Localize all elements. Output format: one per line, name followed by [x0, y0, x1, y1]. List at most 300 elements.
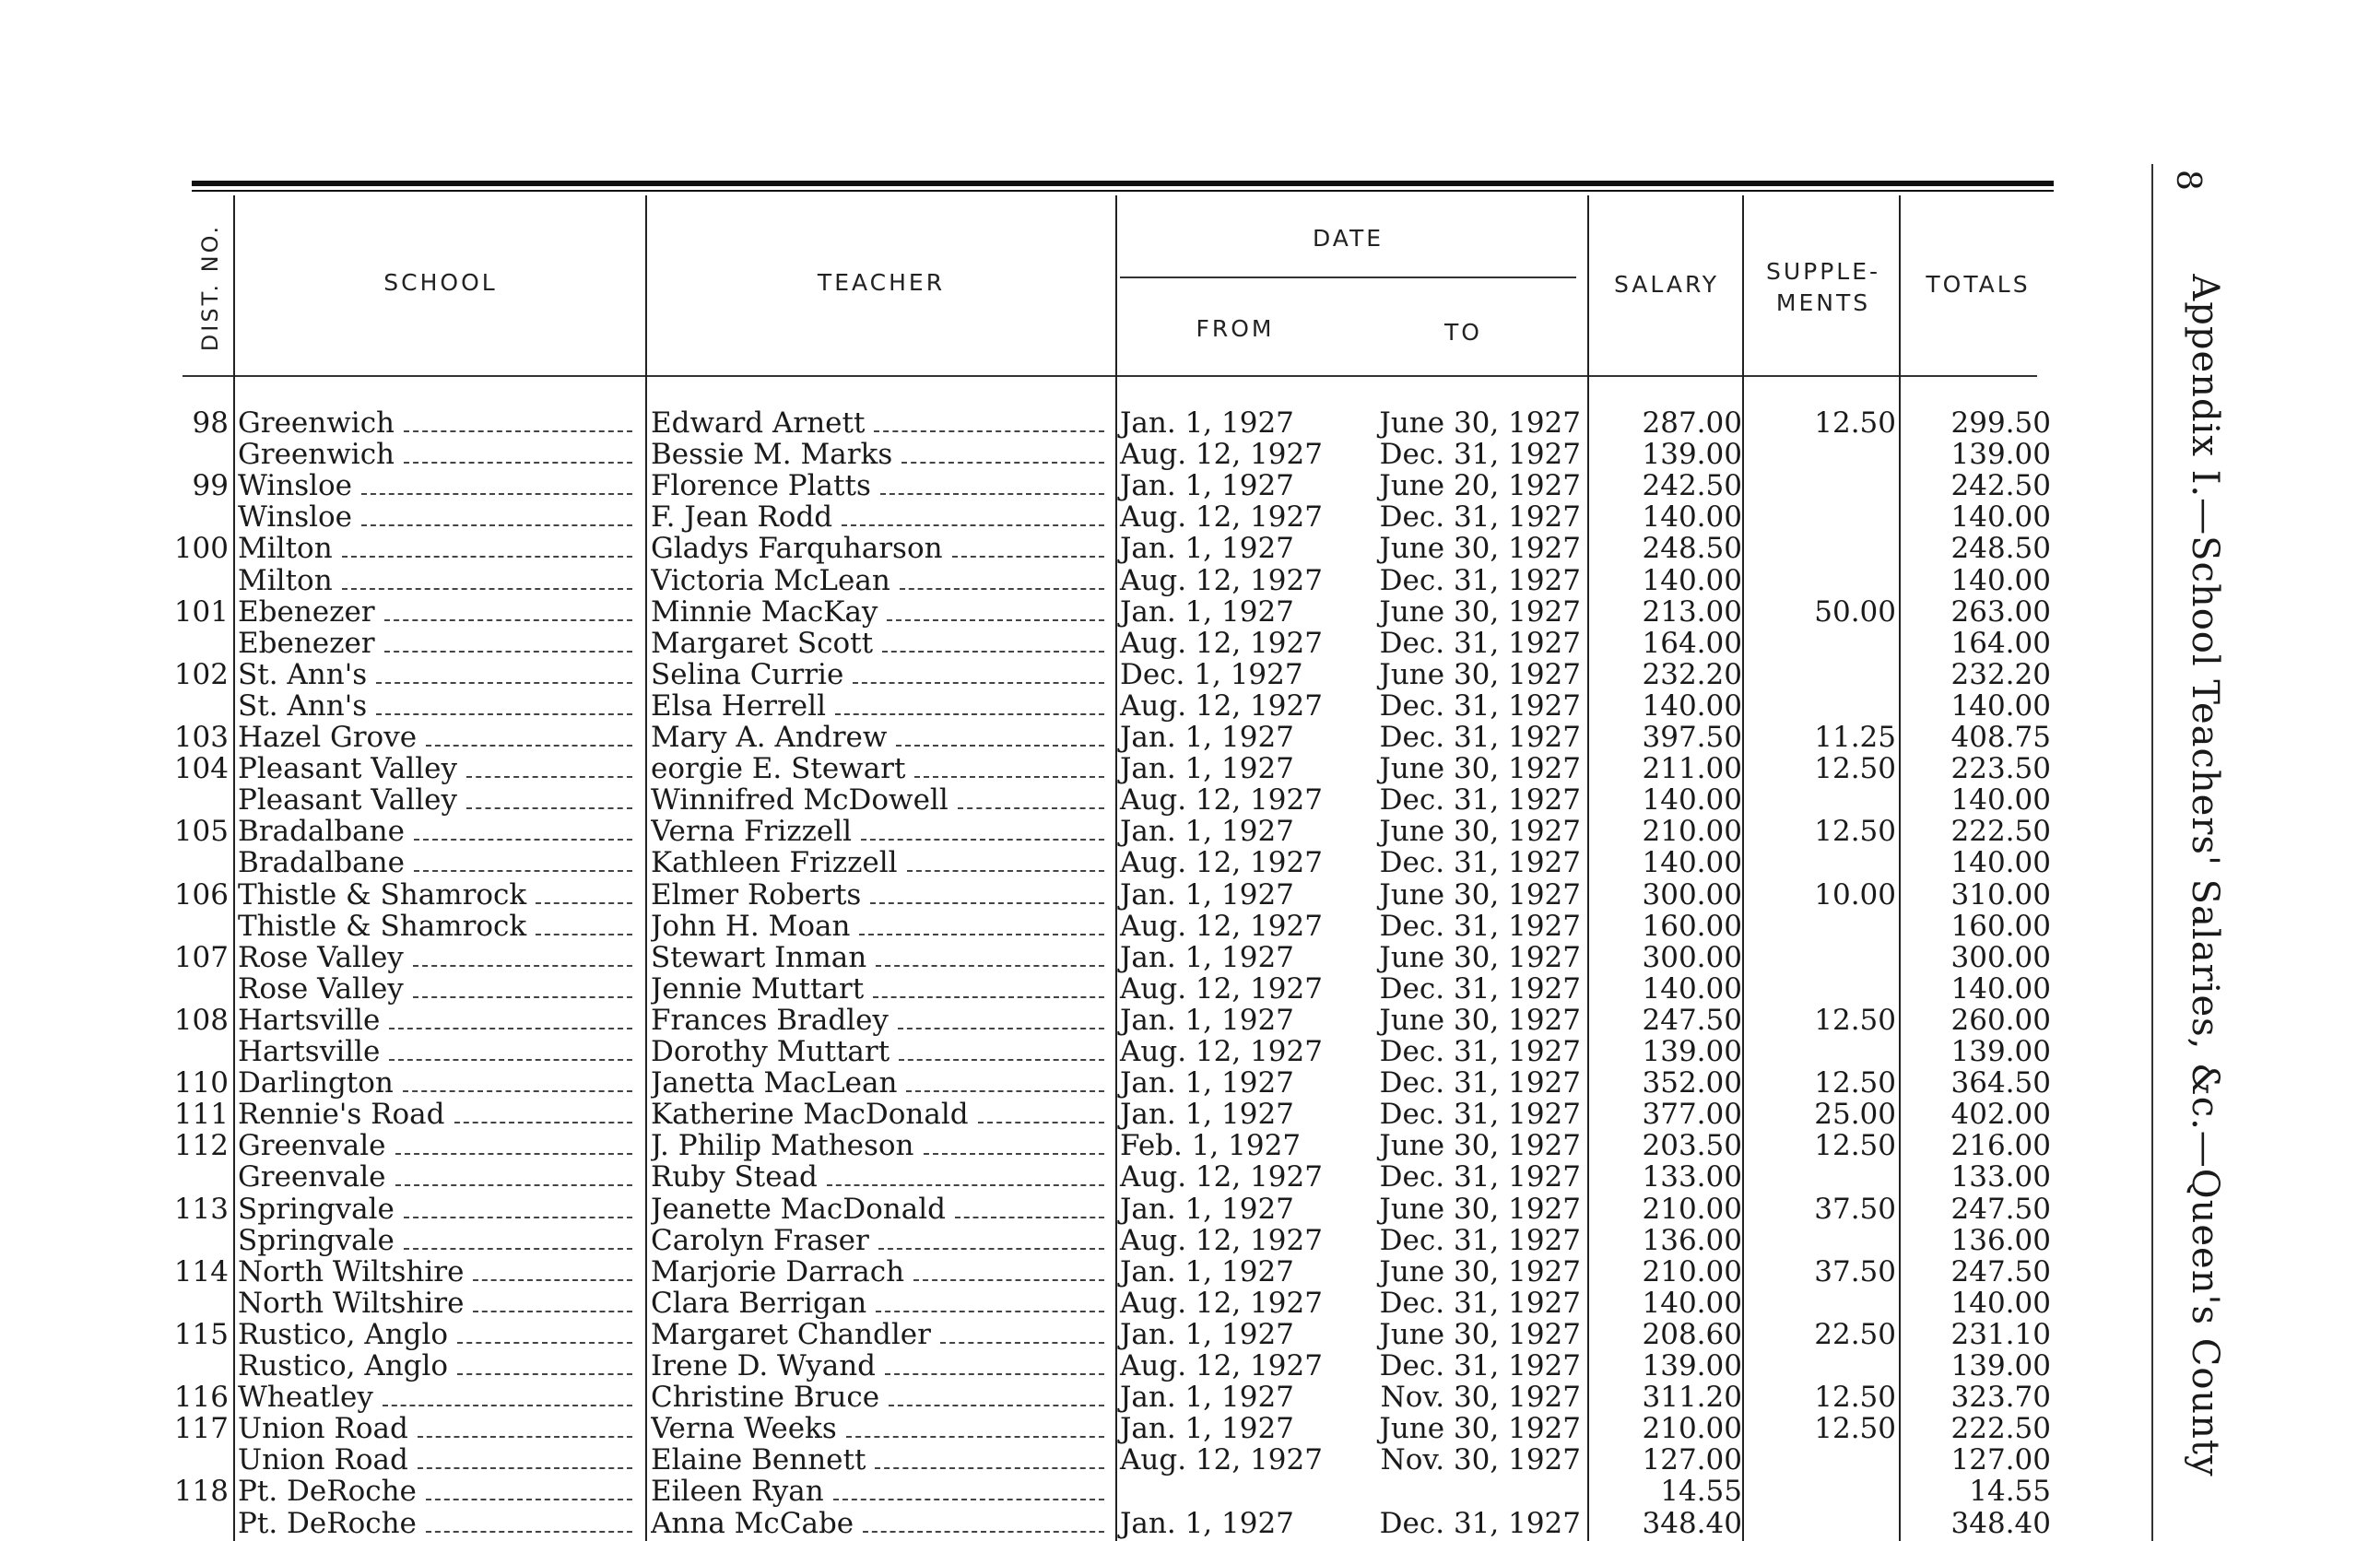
date-from-cell-text: Jan. 1, 1927	[1120, 877, 1294, 912]
table-row	[0, 1067, 2083, 1099]
teacher-cell	[651, 1130, 1113, 1161]
dot-leader	[413, 965, 632, 967]
dot-leader	[414, 839, 632, 841]
salary-cell-text: 140.00	[1642, 1286, 1742, 1320]
school-cell-text: Winsloe	[238, 501, 353, 534]
supplements-cell	[1747, 1256, 1896, 1288]
date-from-cell-text: Aug. 12, 1927	[1120, 971, 1323, 1006]
school-cell	[238, 470, 642, 501]
salary-cell	[1593, 1413, 1742, 1444]
dist-no-cell-text: 100	[173, 532, 229, 566]
date-from-cell	[1120, 565, 1341, 596]
date-to-cell	[1355, 628, 1581, 659]
teacher-cell-text: Winnifred McDowell	[651, 784, 948, 817]
date-from-cell-text: Jan. 1, 1927	[1120, 469, 1294, 503]
total-cell-text: 223.50	[1950, 752, 2051, 786]
dot-leader	[466, 776, 632, 778]
table-row	[0, 816, 2083, 847]
table-row	[0, 659, 2083, 690]
total-cell-text: 323.70	[1950, 1381, 2051, 1415]
dot-leader	[835, 713, 1104, 715]
teacher-cell-text: Elmer Roberts	[651, 878, 862, 911]
school-cell-text: St. Ann's	[238, 658, 368, 690]
dot-leader	[376, 682, 632, 684]
table-row	[0, 470, 2083, 501]
date-to-cell-text: Dec. 31, 1927	[1379, 1223, 1581, 1257]
dot-leader	[870, 902, 1104, 904]
table-row	[0, 784, 2083, 816]
school-cell	[238, 1099, 642, 1130]
dot-leader	[861, 839, 1104, 841]
school-cell-text: Pleasant Valley	[238, 753, 457, 785]
dist-no-cell	[162, 1194, 229, 1225]
date-from-cell	[1120, 533, 1341, 564]
salary-cell-text: 300.00	[1642, 877, 1742, 912]
date-to-cell-text: June 30, 1927	[1379, 532, 1581, 566]
salary-cell-text: 139.00	[1642, 1035, 1742, 1068]
table-row	[0, 1508, 2083, 1539]
school-cell	[238, 973, 642, 1005]
dist-no-cell	[162, 1130, 229, 1161]
total-cell-text: 164.00	[1950, 626, 2051, 660]
total-cell-text: 248.50	[1950, 532, 2051, 566]
date-to-cell-text: June 30, 1927	[1379, 940, 1581, 974]
teacher-cell	[651, 533, 1113, 564]
dot-leader	[887, 619, 1104, 621]
top-rule-thick	[192, 181, 2054, 186]
top-rule-thin	[192, 190, 2054, 192]
date-to-cell-text: June 20, 1927	[1379, 469, 1581, 503]
salary-cell	[1593, 1476, 1742, 1507]
dot-leader	[454, 1122, 632, 1123]
total-cell-text: 300.00	[1950, 940, 2051, 974]
dot-leader	[384, 651, 632, 653]
dot-leader	[901, 462, 1104, 464]
dot-leader	[473, 1279, 632, 1281]
supplements-cell	[1747, 753, 1896, 784]
date-from-cell-text: Aug. 12, 1927	[1120, 1223, 1323, 1257]
salary-cell	[1593, 1508, 1742, 1539]
table-row	[0, 1130, 2083, 1161]
date-to-cell-text: Dec. 31, 1927	[1379, 626, 1581, 660]
table-row	[0, 1256, 2083, 1288]
date-from-cell	[1120, 1099, 1341, 1130]
salary-cell-text: 139.00	[1642, 1349, 1742, 1382]
total-cell-text: 247.50	[1950, 1192, 2051, 1226]
school-cell	[238, 1444, 642, 1476]
date-from-cell	[1120, 911, 1341, 942]
total-cell	[1910, 628, 2051, 659]
dist-no-cell-text: 114	[173, 1254, 229, 1288]
salary-cell-text: 136.00	[1642, 1223, 1742, 1257]
table-row	[0, 407, 2083, 439]
date-to-cell	[1355, 784, 1581, 816]
date-from-cell	[1120, 1413, 1341, 1444]
school-cell	[238, 753, 642, 784]
teacher-cell	[651, 1161, 1113, 1193]
dot-leader	[885, 1373, 1104, 1375]
dist-no-cell	[162, 753, 229, 784]
date-to-cell-text: Dec. 31, 1927	[1379, 971, 1581, 1006]
total-cell-text: 140.00	[1950, 971, 2051, 1006]
salary-cell	[1593, 533, 1742, 564]
date-to-cell-text: Dec. 31, 1927	[1379, 688, 1581, 723]
salary-cell-text: 127.00	[1642, 1443, 1742, 1477]
total-cell-text: 139.00	[1950, 1035, 2051, 1068]
date-from-cell-text: Aug. 12, 1927	[1120, 1349, 1323, 1382]
school-cell	[238, 1067, 642, 1099]
date-from-cell	[1120, 1382, 1341, 1413]
date-from-cell	[1120, 816, 1341, 847]
teacher-cell-text: Katherine MacDonald	[651, 1099, 969, 1131]
table-row	[0, 847, 2083, 878]
date-from-cell-text: Jan. 1, 1927	[1120, 940, 1294, 974]
dot-leader	[536, 934, 632, 935]
dist-no-cell	[162, 1005, 229, 1036]
teacher-cell	[651, 1194, 1113, 1225]
school-cell	[238, 1225, 642, 1256]
date-from-cell-text: Jan. 1, 1927	[1120, 1254, 1294, 1288]
salary-cell-text: 139.00	[1642, 438, 1742, 472]
teacher-cell-text: Anna McCabe	[651, 1507, 854, 1539]
table-row	[0, 1036, 2083, 1067]
dist-no-cell-text: 105	[173, 815, 229, 849]
teacher-cell	[651, 784, 1113, 816]
school-cell-text: Thistle & Shamrock	[238, 910, 527, 942]
teacher-cell	[651, 753, 1113, 784]
table-row	[0, 1444, 2083, 1476]
supplements-cell	[1747, 1413, 1896, 1444]
dist-no-cell	[162, 659, 229, 690]
salary-cell	[1593, 1161, 1742, 1193]
total-cell	[1910, 659, 2051, 690]
total-cell-text: 247.50	[1950, 1254, 2051, 1288]
dot-leader	[896, 745, 1104, 747]
dist-no-cell	[162, 1319, 229, 1350]
school-cell	[238, 1130, 642, 1161]
date-to-cell	[1355, 439, 1581, 470]
date-from-cell-text: Jan. 1, 1927	[1120, 1412, 1294, 1446]
dot-leader	[466, 807, 632, 809]
dot-leader	[426, 1531, 632, 1533]
supplements-cell	[1747, 1099, 1896, 1130]
dot-leader	[880, 493, 1104, 495]
school-cell-text: Union Road	[238, 1413, 408, 1445]
school-cell-text: Greenwich	[238, 407, 395, 439]
dot-leader	[863, 1531, 1104, 1533]
total-cell-text: 263.00	[1950, 594, 2051, 629]
dist-no-cell-text: 118	[173, 1475, 229, 1509]
total-cell-text: 232.20	[1950, 657, 2051, 691]
date-to-cell	[1355, 1067, 1581, 1099]
dist-no-cell-text: 101	[173, 594, 229, 629]
header-totals: TOTALS	[1926, 271, 2031, 298]
date-to-cell-text: June 30, 1927	[1379, 1192, 1581, 1226]
date-to-cell	[1355, 1130, 1581, 1161]
dist-no-cell	[162, 879, 229, 911]
salary-cell	[1593, 565, 1742, 596]
salary-cell-text: 140.00	[1642, 971, 1742, 1006]
school-cell	[238, 1194, 642, 1225]
dot-leader	[403, 1090, 632, 1092]
date-to-cell	[1355, 1413, 1581, 1444]
school-cell	[238, 407, 642, 439]
total-cell-text: 160.00	[1950, 909, 2051, 943]
date-from-cell	[1120, 722, 1341, 753]
date-from-cell	[1120, 596, 1341, 628]
dist-no-cell-text: 113	[173, 1192, 229, 1226]
header-bottom-rule	[183, 375, 2037, 377]
school-cell	[238, 879, 642, 911]
salary-cell	[1593, 973, 1742, 1005]
teacher-cell-text: Marjorie Darrach	[651, 1255, 905, 1288]
dist-no-cell	[162, 1413, 229, 1444]
date-from-cell	[1120, 753, 1341, 784]
table-row	[0, 565, 2083, 596]
total-cell	[1910, 1194, 2051, 1225]
date-to-cell	[1355, 847, 1581, 878]
teacher-cell-text: Elsa Herrell	[651, 689, 826, 722]
table-row	[0, 1319, 2083, 1350]
date-to-cell-text: June 30, 1927	[1379, 1412, 1581, 1446]
teacher-cell	[651, 1350, 1113, 1382]
school-cell	[238, 1350, 642, 1382]
date-header-rule	[1120, 276, 1576, 278]
table-row	[0, 628, 2083, 659]
table-row	[0, 1225, 2083, 1256]
salary-cell	[1593, 753, 1742, 784]
salary-cell-text: 300.00	[1642, 940, 1742, 974]
salary-cell	[1593, 816, 1742, 847]
school-cell	[238, 816, 642, 847]
dist-no-cell	[162, 1476, 229, 1507]
dot-leader	[395, 1153, 632, 1155]
dist-no-cell-text: 112	[173, 1129, 229, 1163]
supplements-cell-text: 11.25	[1814, 721, 1896, 754]
salary-cell-text: 133.00	[1642, 1160, 1742, 1194]
supplements-cell	[1747, 722, 1896, 753]
dot-leader	[913, 1279, 1104, 1281]
dot-leader	[978, 1122, 1104, 1123]
salary-cell	[1593, 1194, 1742, 1225]
total-cell	[1910, 1225, 2051, 1256]
dot-leader	[924, 1153, 1104, 1155]
date-to-cell	[1355, 816, 1581, 847]
table-row	[0, 1382, 2083, 1413]
date-to-cell	[1355, 1194, 1581, 1225]
dist-no-cell	[162, 722, 229, 753]
salary-cell	[1593, 1225, 1742, 1256]
table-row	[0, 722, 2083, 753]
date-from-cell-text: Jan. 1, 1927	[1120, 752, 1294, 786]
dot-leader	[342, 588, 632, 590]
total-cell	[1910, 1413, 2051, 1444]
date-to-cell	[1355, 1444, 1581, 1476]
school-cell-text: Bradalbane	[238, 847, 405, 879]
date-to-cell-text: Dec. 31, 1927	[1379, 1066, 1581, 1100]
school-cell-text: Pt. DeRoche	[238, 1507, 417, 1539]
total-cell-text: 231.10	[1950, 1317, 2051, 1351]
dot-leader	[900, 588, 1104, 590]
teacher-cell-text: Ruby Stead	[651, 1161, 818, 1194]
dist-no-cell	[162, 407, 229, 439]
date-from-cell	[1120, 1319, 1341, 1350]
total-cell-text: 242.50	[1950, 469, 2051, 503]
supplements-cell-text: 25.00	[1814, 1098, 1896, 1132]
salary-cell-text: 210.00	[1642, 815, 1742, 849]
salary-cell-text: 248.50	[1642, 532, 1742, 566]
supplements-cell	[1747, 596, 1896, 628]
total-cell	[1910, 973, 2051, 1005]
date-from-cell-text: Aug. 12, 1927	[1120, 438, 1323, 472]
teacher-cell	[651, 690, 1113, 722]
date-from-cell-text: Jan. 1, 1927	[1120, 532, 1294, 566]
supplements-cell-text: 22.50	[1814, 1317, 1896, 1351]
salary-cell	[1593, 1099, 1742, 1130]
table-row	[0, 911, 2083, 942]
salary-cell-text: 140.00	[1642, 783, 1742, 818]
total-cell	[1910, 847, 2051, 878]
date-to-cell	[1355, 596, 1581, 628]
total-cell	[1910, 1130, 2051, 1161]
running-title-text: Appendix I.—School Teachers' Salaries, &c.—Queen's County	[2184, 274, 2226, 1477]
dist-no-cell-text: 110	[173, 1066, 229, 1100]
salary-cell-text: 14.55	[1660, 1475, 1742, 1509]
table-row	[0, 439, 2083, 470]
date-from-cell-text: Jan. 1, 1927	[1120, 815, 1294, 849]
total-cell	[1910, 879, 2051, 911]
date-from-cell	[1120, 1350, 1341, 1382]
salary-cell-text: 140.00	[1642, 500, 1742, 535]
total-cell	[1910, 722, 2051, 753]
dist-no-cell	[162, 942, 229, 973]
dist-no-cell	[162, 1067, 229, 1099]
total-cell-text: 364.50	[1950, 1066, 2051, 1100]
total-cell	[1910, 565, 2051, 596]
school-cell	[238, 596, 642, 628]
dot-leader	[404, 1217, 632, 1218]
salary-cell	[1593, 784, 1742, 816]
school-cell-text: Bradalbane	[238, 816, 405, 848]
school-cell-text: Greenvale	[238, 1130, 386, 1162]
date-from-cell	[1120, 784, 1341, 816]
salary-cell	[1593, 722, 1742, 753]
school-cell	[238, 1508, 642, 1539]
supplements-cell-text: 12.50	[1814, 1129, 1896, 1163]
school-cell	[238, 659, 642, 690]
teacher-cell	[651, 1256, 1113, 1288]
teacher-cell	[651, 1444, 1113, 1476]
teacher-cell-text: Margaret Chandler	[651, 1318, 931, 1350]
dist-no-cell-text: 98	[192, 406, 229, 440]
date-to-cell	[1355, 1225, 1581, 1256]
dist-no-cell	[162, 1099, 229, 1130]
school-cell-text: Ebenezer	[238, 595, 375, 628]
teacher-cell	[651, 1476, 1113, 1507]
school-cell	[238, 1161, 642, 1193]
dot-leader	[389, 1059, 632, 1061]
school-cell-text: North Wiltshire	[238, 1287, 465, 1319]
dot-leader	[875, 1467, 1104, 1469]
date-to-cell-text: June 30, 1927	[1379, 594, 1581, 629]
table-row	[0, 942, 2083, 973]
date-to-cell	[1355, 1256, 1581, 1288]
dot-leader	[958, 807, 1104, 809]
school-cell	[238, 439, 642, 470]
date-from-cell	[1120, 847, 1341, 878]
school-cell	[238, 628, 642, 659]
school-cell-text: Ebenezer	[238, 627, 375, 659]
date-to-cell-text: Dec. 31, 1927	[1379, 1506, 1581, 1540]
teacher-cell	[651, 1005, 1113, 1036]
teacher-cell	[651, 1382, 1113, 1413]
teacher-cell-text: Janetta MacLean	[651, 1067, 898, 1100]
date-from-cell	[1120, 879, 1341, 911]
date-from-cell	[1120, 1130, 1341, 1161]
date-from-cell	[1120, 1194, 1341, 1225]
date-from-cell-text: Aug. 12, 1927	[1120, 500, 1323, 535]
teacher-cell	[651, 470, 1113, 501]
dist-no-cell-text: 116	[173, 1381, 229, 1415]
date-to-cell-text: Dec. 31, 1927	[1379, 563, 1581, 597]
teacher-cell-text: Eileen Ryan	[651, 1476, 824, 1508]
salary-cell	[1593, 1288, 1742, 1319]
salary-cell	[1593, 439, 1742, 470]
date-from-cell-text: Aug. 12, 1927	[1120, 1443, 1323, 1477]
date-from-cell-text: Jan. 1, 1927	[1120, 1317, 1294, 1351]
dist-no-cell-text: 107	[173, 940, 229, 974]
school-cell-text: Rose Valley	[238, 972, 404, 1005]
salary-cell-text: 287.00	[1642, 406, 1742, 440]
dot-leader	[827, 1184, 1104, 1186]
teacher-cell	[651, 1319, 1113, 1350]
dot-leader	[395, 1184, 632, 1186]
dot-leader	[383, 1405, 632, 1406]
total-cell	[1910, 1256, 2051, 1288]
dot-leader	[457, 1342, 632, 1344]
date-to-cell-text: Dec. 31, 1927	[1379, 1160, 1581, 1194]
supplements-cell-text: 12.50	[1814, 815, 1896, 849]
teacher-cell	[651, 942, 1113, 973]
date-from-cell	[1120, 973, 1341, 1005]
total-cell	[1910, 533, 2051, 564]
date-from-cell	[1120, 1067, 1341, 1099]
dot-leader	[898, 1028, 1104, 1029]
table-row	[0, 1350, 2083, 1382]
date-from-cell-text: Jan. 1, 1927	[1120, 1098, 1294, 1132]
date-to-cell	[1355, 659, 1581, 690]
teacher-cell	[651, 501, 1113, 533]
total-cell-text: 139.00	[1950, 1349, 2051, 1382]
teacher-cell-text: John H. Moan	[651, 910, 851, 942]
total-cell-text: 299.50	[1950, 406, 2051, 440]
date-from-cell	[1120, 690, 1341, 722]
teacher-cell	[651, 1413, 1113, 1444]
total-cell	[1910, 911, 2051, 942]
school-cell-text: Springvale	[238, 1193, 395, 1225]
teacher-cell-text: Mary A. Andrew	[651, 722, 888, 753]
dot-leader	[914, 776, 1104, 778]
school-cell-text: Rennie's Road	[238, 1099, 445, 1131]
date-to-cell	[1355, 407, 1581, 439]
school-cell-text: Darlington	[238, 1067, 394, 1100]
table-row	[0, 1161, 2083, 1193]
date-to-cell	[1355, 1099, 1581, 1130]
teacher-cell-text: Minnie MacKay	[651, 595, 878, 628]
salary-cell-text: 208.60	[1642, 1317, 1742, 1351]
date-from-cell-text: Jan. 1, 1927	[1120, 1506, 1294, 1540]
salary-cell	[1593, 1256, 1742, 1288]
